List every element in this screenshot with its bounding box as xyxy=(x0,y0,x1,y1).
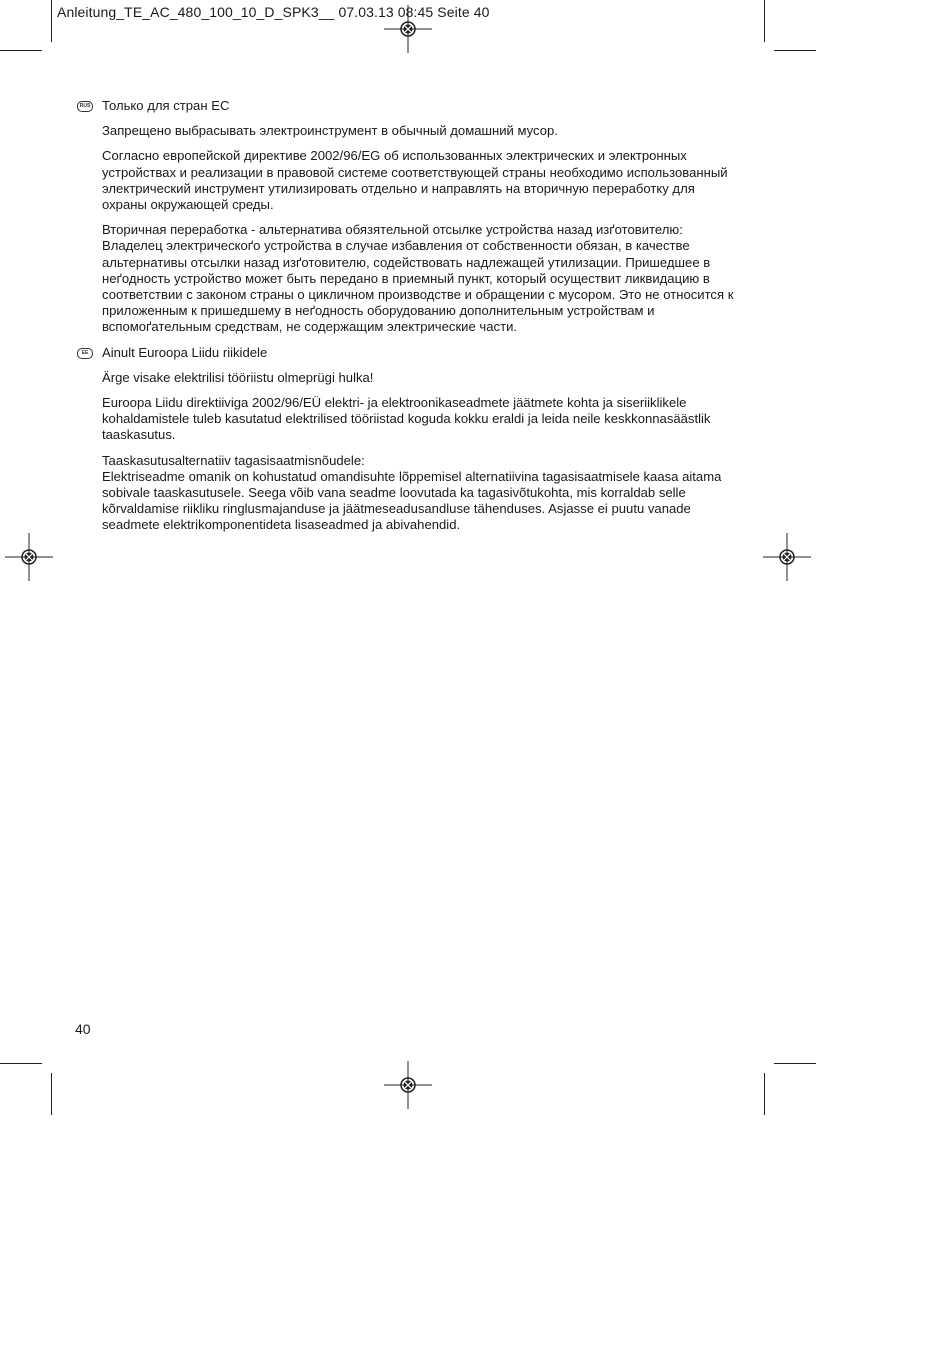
paragraph-ru-3: Вторичная переработка - альтернатива обязятельной отсылке устройства назад изґотовителю: Владелец электрическоґо устройства в случае избавления от собственности обязан, в качестве альтернативы отсылки назад изґотовителю, содействовать надлежащей утилизации. Пришедшее в неґодность устройство может быть передано в приемный пункт, который осуществит ликвидацию в соответствии с законом страны о цикличном производстве и обращении с мусором. Это не относится к приложенным к пришедшему в неґодность оборудованию дополнительным устройствам и вспомоґательным средствам, не содержащим электрические части. xyxy=(102,222,734,335)
registration-mark-bottom-icon xyxy=(384,1061,432,1109)
paragraph-ru-1: Запрещено выбрасывать электроинструмент в обычный домашний мусор. xyxy=(102,123,558,139)
crop-mark-top-left-horizontal xyxy=(0,50,42,51)
crop-mark-bottom-left-horizontal xyxy=(0,1063,42,1064)
language-badge-ee: EE xyxy=(77,348,93,359)
paragraph-ee-1: Ärge visake elektrilisi tööriistu olmeprügi hulka! xyxy=(102,369,374,385)
registration-mark-left-icon xyxy=(5,533,53,581)
paragraph-ru-2: Согласно европейской директиве 2002/96/EG об использованных электрических и электронных устройствах и реализации в правовой системе соответствующей страны необходимо использованный электрический инструмент утилизировать отдельно и направлять на вторичную переработку для охраны окружающей среды. xyxy=(102,148,728,213)
crop-mark-bottom-right-horizontal xyxy=(774,1063,816,1064)
page-number: 40 xyxy=(75,1021,91,1037)
section-heading-ru xyxy=(79,98,742,114)
paragraph-ee-3-title: Taaskasutusalternatiiv tagasisaatmisnõudele: xyxy=(102,452,365,468)
crop-mark-top-left-vertical xyxy=(51,0,52,42)
heading-text-ee: Ainult Euroopa Liidu riikidele xyxy=(102,344,268,360)
paragraph-ee-2: Euroopa Liidu direktiiviga 2002/96/EÜ elektri- ja elektroonikaseadmete jäätmete kohta ja siseriiklikele kohaldamistele tuleb kasutatud elektrilised tööriistad koguda kokku eraldi ja leida neile keskkonnasäästlik taaskasutus. xyxy=(102,395,711,443)
print-slug: Anleitung_TE_AC_480_100_10_D_SPK3__ 07.03.13 08:45 Seite 40 xyxy=(57,4,490,20)
heading-text-ru: Только для стран ЕС xyxy=(102,98,230,113)
language-badge-ru: RUS xyxy=(77,101,93,112)
crop-mark-top-right-horizontal xyxy=(774,50,816,51)
crop-mark-top-right-vertical xyxy=(764,0,765,42)
crop-mark-bottom-left-vertical xyxy=(51,1073,52,1115)
crop-mark-bottom-right-vertical xyxy=(764,1073,765,1115)
paragraph-ee-3 xyxy=(102,453,742,534)
registration-mark-top-icon xyxy=(384,5,432,53)
document-body xyxy=(79,98,742,534)
paragraph-ee-3-body: Elektriseadme omanik on kohustatud omandisuhte lõppemisel alternatiivina tagasisaatmisele kaasa aitama sobivale taaskasutusele. Seega võib vana seadme loovutada ka tagasivõtukohta, mis korraldab selle kõrvaldamise riikliku ringlusmajanduse ja jäätmeseadusandluse tähenduses. Asjasse ei puutu vanade seadmete elektrikomponentideta lisaseadmed ja abivahendid. xyxy=(102,468,722,533)
section-heading-ee xyxy=(81,344,742,361)
registration-mark-right-icon xyxy=(763,533,811,581)
